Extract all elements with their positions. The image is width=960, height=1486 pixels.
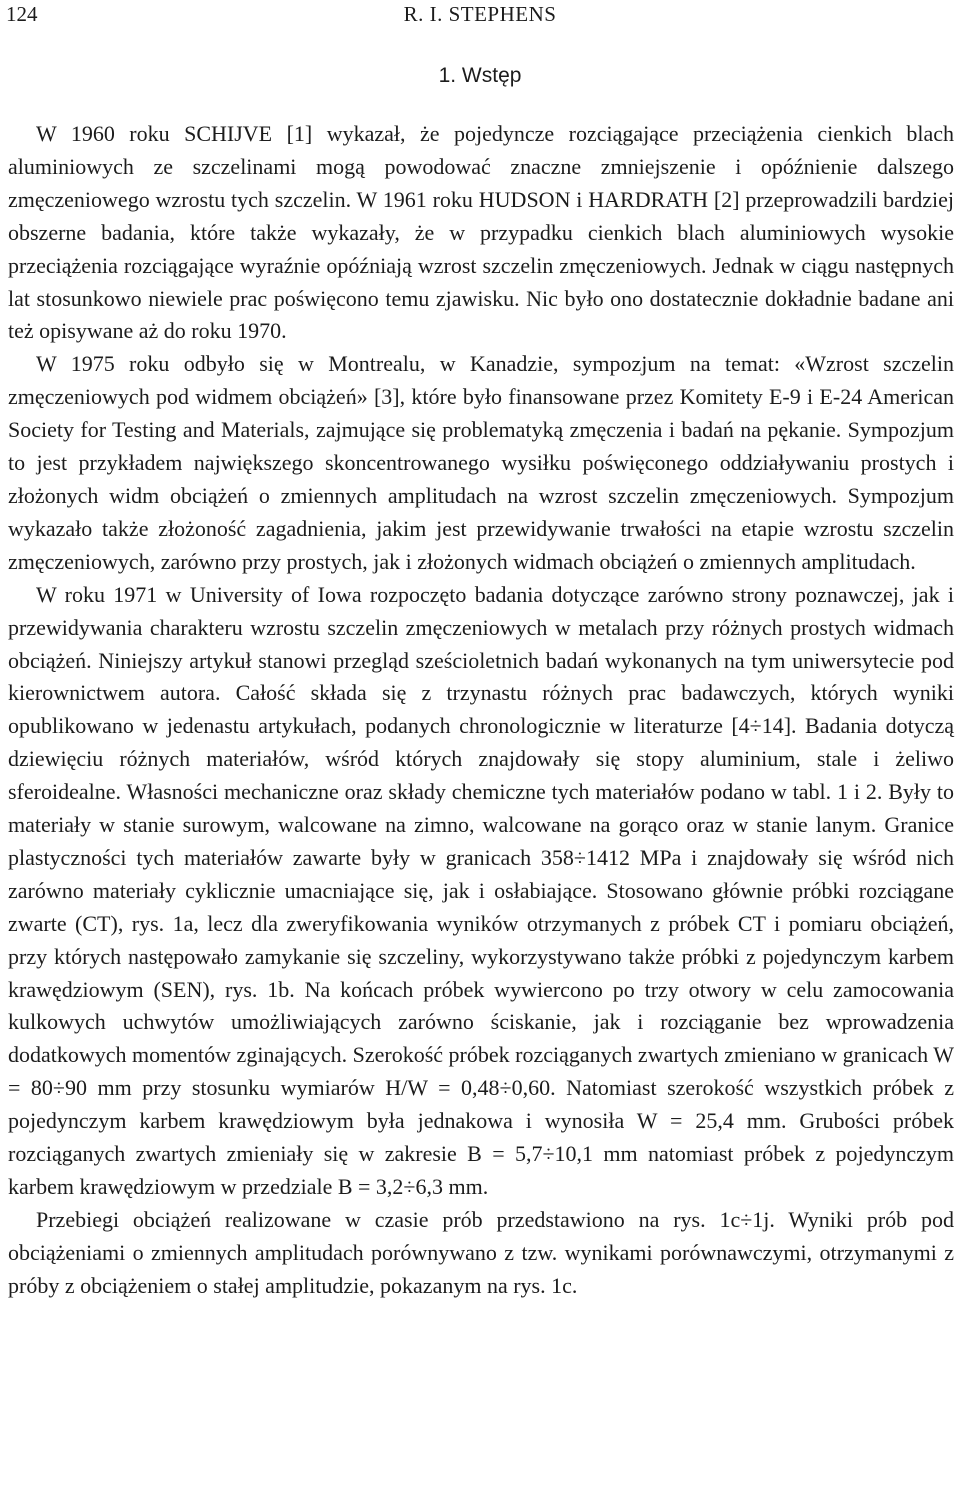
section-title: 1. Wstęp — [438, 64, 522, 87]
paragraph: W roku 1971 w University of Iowa rozpoczęto badania dotyczące zarówno strony poznawczej, jak i przewidywania charakteru wzrostu szczelin zmęczeniowych w metalach przy różnych prostych widmach obciążeń. Niniejszy artykuł stanowi przegląd sześcioletnich badań wykonanych na tym uniwersytecie pod kierownictwem autora. Całość składa się z trzynastu różnych prac badawczych, których wyniki opublikowano w jedenastu artykułach, podanych chronologicznie w literaturze [4÷14]. Badania dotyczą dziewięciu różnych materiałów, wśród których znajdowały się stopy aluminium, stale i żeliwo sferoidealne. Własności mechaniczne oraz składy chemiczne tych materiałów podano w tabl. 1 i 2. Były to materiały w stanie surowym, walcowane na zimno, walcowane na gorąco oraz w stanie lanym. Granice plastyczności tych materiałów zawarte były w granicach 358÷1412 MPa i znajdowały się wśród nich zarówno materiały cyklicznie umacniające się, jak i osłabiające. Stosowano głównie próbki rozciągane zwarte (CT), rys. 1a, lecz dla zweryfikowania wyników otrzymanych z próbek CT i pomiaru obciążeń, przy których następowało zamykanie się szczeliny, wykorzystywano także próbki z pojedynczym karbem krawędziowym (SEN), rys. 1b. Na końcach próbek wywiercono po trzy otwory w celu zamocowania kulkowych uchwytów umożliwiających zarówno ściskanie, jak i rozciąganie bez wprowadzenia dodatkowych momentów zginających. Szerokość próbek rozciąganych zwartych zmieniano w granicach W = 80÷90 mm przy stosunku wymiarów H/W = 0,48÷0,60. Natomiast szerokość wszystkich próbek z pojedynczym karbem krawędziowym była jednakowa i wynosiła W = 25,4 mm. Grubości próbek rozciąganych zwartych zmieniały się w zakresie B = 5,7÷10,1 mm natomiast próbek z pojedynczym karbem krawędziowym w przedziale B = 3,2÷6,3 mm. — [8, 581, 954, 1199]
paragraph: W 1960 roku SCHIJVE [1] wykazał, że pojedyncze rozciągające przeciążenia cienkich blach aluminiowych ze szczelinami mogą powodować znaczne zmniejszenie i opóźnienie dalszego zmęczeniowego wzrostu tych szczelin. W 1961 roku HUDSON i HARDRATH [2] przeprowadzili bardziej obszerne badania, które także wykazały, że w przypadku cienkich blach aluminiowych wysokie przeciążenia rozciągające wyraźnie opóźniają wzrost szczelin zmęczeniowych. Jednak w ciągu następnych lat stosunkowo niewiele prac poświęcono temu zjawisku. Nic było ono dostatecznie dokładnie badane ani też opisywane aż do roku 1970. — [8, 121, 954, 344]
page-number: 124 — [6, 2, 38, 26]
body-text — [8, 118, 954, 1303]
paragraph: W 1975 roku odbyło się w Montrealu, w Kanadzie, sympozjum na temat: «Wzrost szczelin zmęczeniowych pod widmem obciążeń» [3], które było finansowane przez Komitety E-9 i E-24 American Society for Testing and Materials, zajmujące się problematyką zmęczenia i badań na pękanie. Sympozjum to jest przykładem największego skoncentrowanego wysiłku poświęconego oddziaływaniu prostych i złożonych widm obciążeń o zmiennych amplitudach na wzrost szczelin zmęczeniowych. Sympozjum wykazało także złożoność zagadnienia, jakim jest przewidywanie trwałości na etapie wzrostu szczelin zmęczeniowych, zarówno przy prostych, jak i złożonych widmach obciążeń o zmiennych amplitudach. — [8, 351, 954, 574]
page-header — [0, 2, 960, 32]
running-head: R. I. STEPHENS — [403, 2, 557, 26]
paragraph: Przebiegi obciążeń realizowane w czasie prób przedstawiono na rys. 1c÷1j. Wyniki prób pod obciążeniami o zmiennych amplitudach porównywano z tzw. wynikami porównawczymi, otrzymanymi z próby z obciążeniem o stałej amplitudzie, pokazanym na rys. 1c. — [8, 1206, 954, 1298]
